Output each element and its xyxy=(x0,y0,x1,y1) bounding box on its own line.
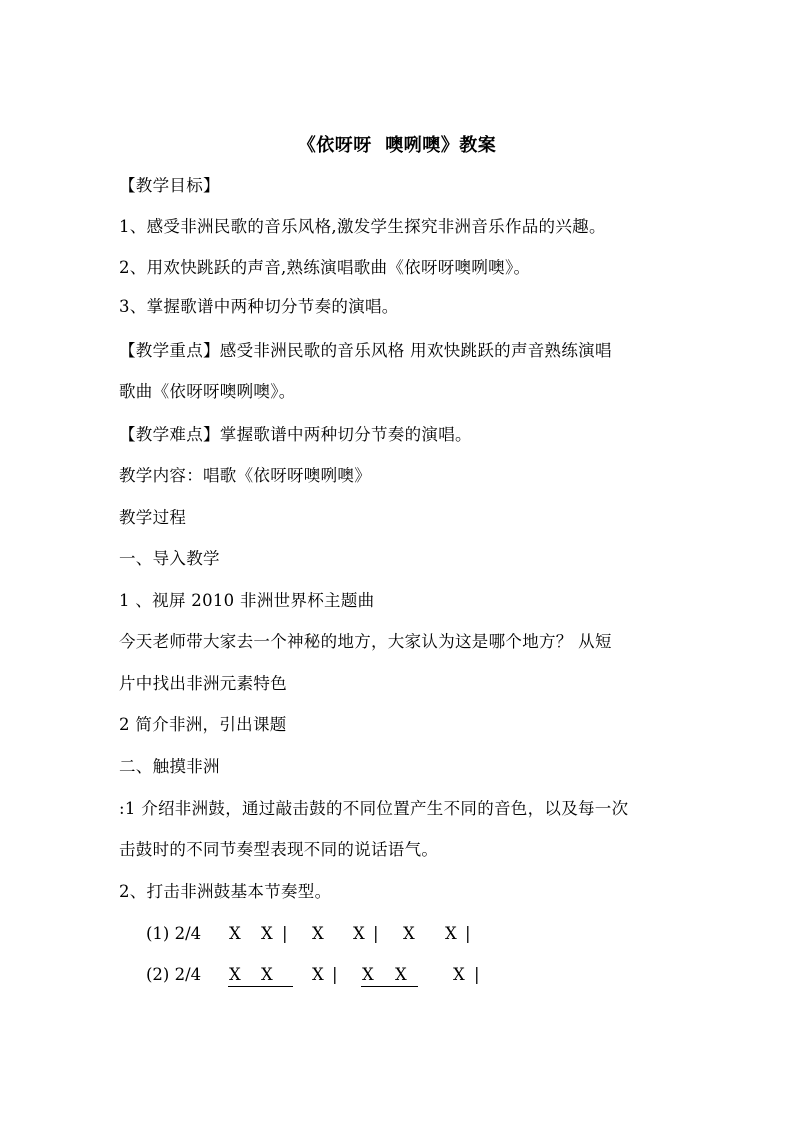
section-heading-objectives: 【教学目标】 xyxy=(119,176,220,195)
rhythm-note: X xyxy=(261,965,273,984)
bar-line: | xyxy=(474,965,480,984)
step-one-item-1: 1 、视屏 2010 非洲世界杯主题曲 xyxy=(119,591,375,610)
rhythm-note: X xyxy=(453,965,465,984)
rhythm-note: X xyxy=(445,924,457,943)
rhythm-note: X xyxy=(395,965,407,984)
rhythm-note: X xyxy=(229,924,241,943)
rhythm-pattern-2 xyxy=(146,965,566,987)
key-points-line-1: 【教学重点】感受非洲民歌的音乐风格 用欢快跳跃的声音熟练演唱 xyxy=(119,341,612,360)
rhythm-note: X xyxy=(312,965,324,984)
key-points-line-2: 歌曲《依呀呀噢咧噢》。 xyxy=(119,382,296,401)
paragraph-line-2: 片中找出非洲元素特色 xyxy=(119,674,287,693)
step-one-heading: 一、导入教学 xyxy=(119,549,220,568)
bar-line: | xyxy=(282,924,288,943)
rhythm-note: X xyxy=(261,924,273,943)
rhythm-note: X xyxy=(403,924,415,943)
rhythm-note: X xyxy=(312,924,324,943)
bar-line: | xyxy=(332,965,338,984)
drum-intro-line-1: :1 介绍非洲鼓，通过敲击鼓的不同位置产生不同的音色，以及每一次 xyxy=(119,799,629,818)
drum-intro-line-2: 击鼓时的不同节奏型表现不同的说话语气。 xyxy=(119,840,439,859)
objective-item-3: 3、掌握歌谱中两种切分节奏的演唱。 xyxy=(119,297,399,316)
objective-item-2: 2、用欢快跳跃的声音,熟练演唱歌曲《依呀呀噢咧噢》。 xyxy=(119,258,531,277)
step-two-heading: 二、触摸非洲 xyxy=(119,757,220,776)
teaching-process-heading: 教学过程 xyxy=(119,508,187,527)
eighth-note-beam xyxy=(228,986,293,987)
bar-line: | xyxy=(373,924,379,943)
rhythm-pattern-1 xyxy=(146,924,566,946)
step-two-item-2: 2、打击非洲鼓基本节奏型。 xyxy=(119,882,332,901)
page-title: 《依呀呀 噢咧噢》教案 xyxy=(297,135,497,156)
difficulties-line: 【教学难点】掌握歌谱中两种切分节奏的演唱。 xyxy=(119,425,472,444)
rhythm-note: X xyxy=(353,924,365,943)
eighth-note-beam xyxy=(361,986,418,987)
teaching-content: 教学内容：唱歌《依呀呀噢咧噢》 xyxy=(119,466,371,485)
objective-item-1: 1、感受非洲民歌的音乐风格,激发学生探究非洲音乐作品的兴趣。 xyxy=(119,217,606,236)
bar-line: | xyxy=(465,924,471,943)
step-one-item-2: 2 简介非洲，引出课题 xyxy=(119,715,287,734)
rhythm-note: X xyxy=(229,965,241,984)
rhythm-label: (2) 2/4 xyxy=(146,965,202,984)
rhythm-label: (1) 2/4 xyxy=(146,924,202,943)
paragraph-line-1: 今天老师带大家去一个神秘的地方，大家认为这是哪个地方？ 从短 xyxy=(119,632,612,651)
rhythm-note: X xyxy=(362,965,374,984)
